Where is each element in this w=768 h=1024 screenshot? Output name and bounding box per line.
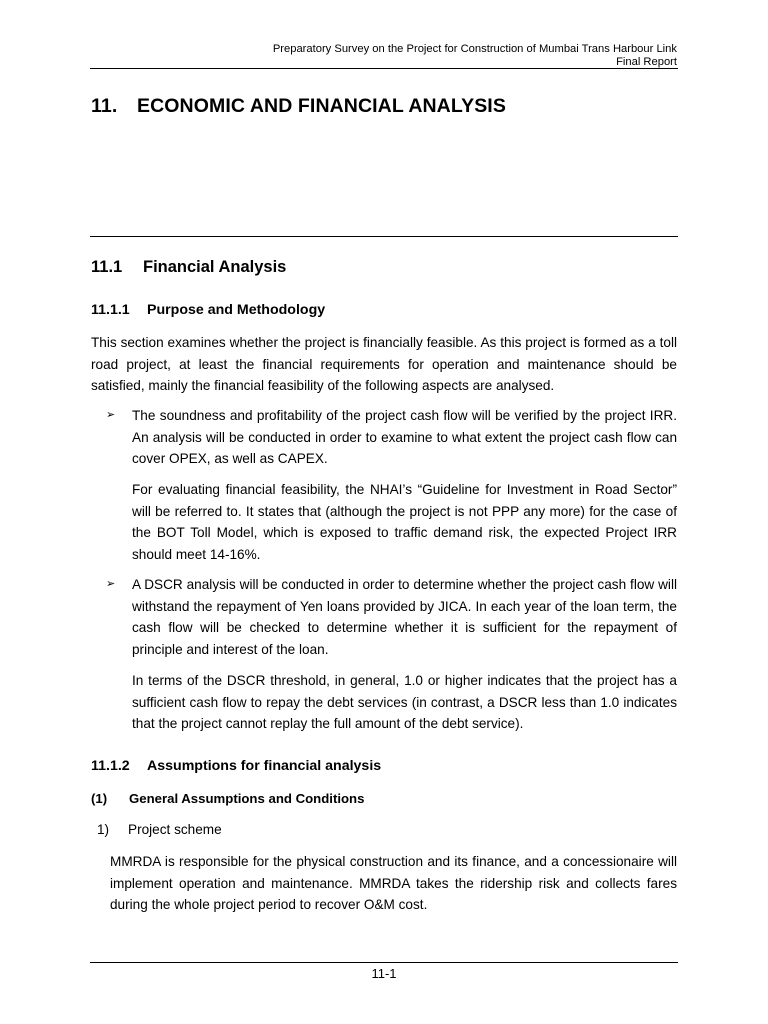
section-number: 11.1 (91, 258, 123, 276)
footer-rule (90, 962, 678, 963)
bullet-irr-followup: For evaluating financial feasibility, the NHAI’s “Guideline for Investment in Road Sector” will be referred to. It states that (although the project is not PPP any more) for the case of the BOT Toll Model, which is exposed to traffic demand risk, the expected Project IRR should meet 14-16%. (132, 482, 677, 562)
section-heading (91, 258, 286, 277)
chapter-rule (90, 236, 678, 237)
page-number: 11-1 (371, 966, 397, 981)
chapter-title: ECONOMIC AND FINANCIAL ANALYSIS (137, 95, 506, 117)
subsection-title: Purpose and Methodology (147, 302, 326, 318)
subsection-title: Assumptions for financial analysis (147, 758, 382, 774)
bullet-irr-text: The soundness and profitability of the project cash flow will be verified by the project IRR. An analysis will be conducted in order to examine to what extent the project cash flow can cover OPEX, as well as CAPEX. (132, 408, 677, 466)
item-number: 1) (97, 822, 110, 837)
item-heading (97, 819, 222, 841)
bullet-dscr-followup: In terms of the DSCR threshold, in general, 1.0 or higher indicates that the project has a sufficient cash flow to repay the debt services (in contrast, a DSCR less than 1.0 indicates that the project cannot replay the full amount of the debt service). (132, 673, 677, 731)
bullet-dscr-text: A DSCR analysis will be conducted in order to determine whether the project cash flow will withstand the repayment of Yen loans provided by JICA. In each year of the loan term, the cash flow will be checked to determine whether it is sufficient for the repayment of principle and interest of the loan. (132, 577, 677, 657)
header-rule (90, 68, 678, 69)
subsection-heading-assumptions (91, 758, 381, 774)
chapter-number: 11. (91, 95, 118, 117)
item-paragraph: MMRDA is responsible for the physical construction and its finance, and a concessionaire will implement operation and maintenance. MMRDA takes the ridership risk and collects fares during the whole project period to recover O&M cost. (110, 854, 677, 912)
running-header-title: Preparatory Survey on the Project for Construction of Mumbai Trans Harbour Link (272, 43, 677, 55)
subsubsection-title: General Assumptions and Conditions (129, 791, 365, 806)
intro-paragraph: This section examines whether the project is financially feasible. As this project is formed as a toll road project, at least the financial requirements for operation and maintenance should be satisfied, mainly the financial feasibility of the following aspects are analysed. (91, 335, 677, 393)
subsubsection-number: (1) (91, 791, 108, 806)
subsection-number: 11.1.2 (91, 758, 130, 774)
section-title: Financial Analysis (143, 258, 287, 276)
chapter-heading (91, 95, 506, 118)
item-title: Project scheme (128, 822, 222, 837)
bullet-arrow-icon: ➢ (106, 578, 116, 590)
bullet-arrow-icon: ➢ (106, 409, 116, 421)
running-header-subtitle: Final Report (616, 56, 677, 68)
subsubsection-heading (91, 791, 364, 806)
subsection-number: 11.1.1 (91, 302, 130, 318)
subsection-heading-purpose (91, 302, 325, 318)
